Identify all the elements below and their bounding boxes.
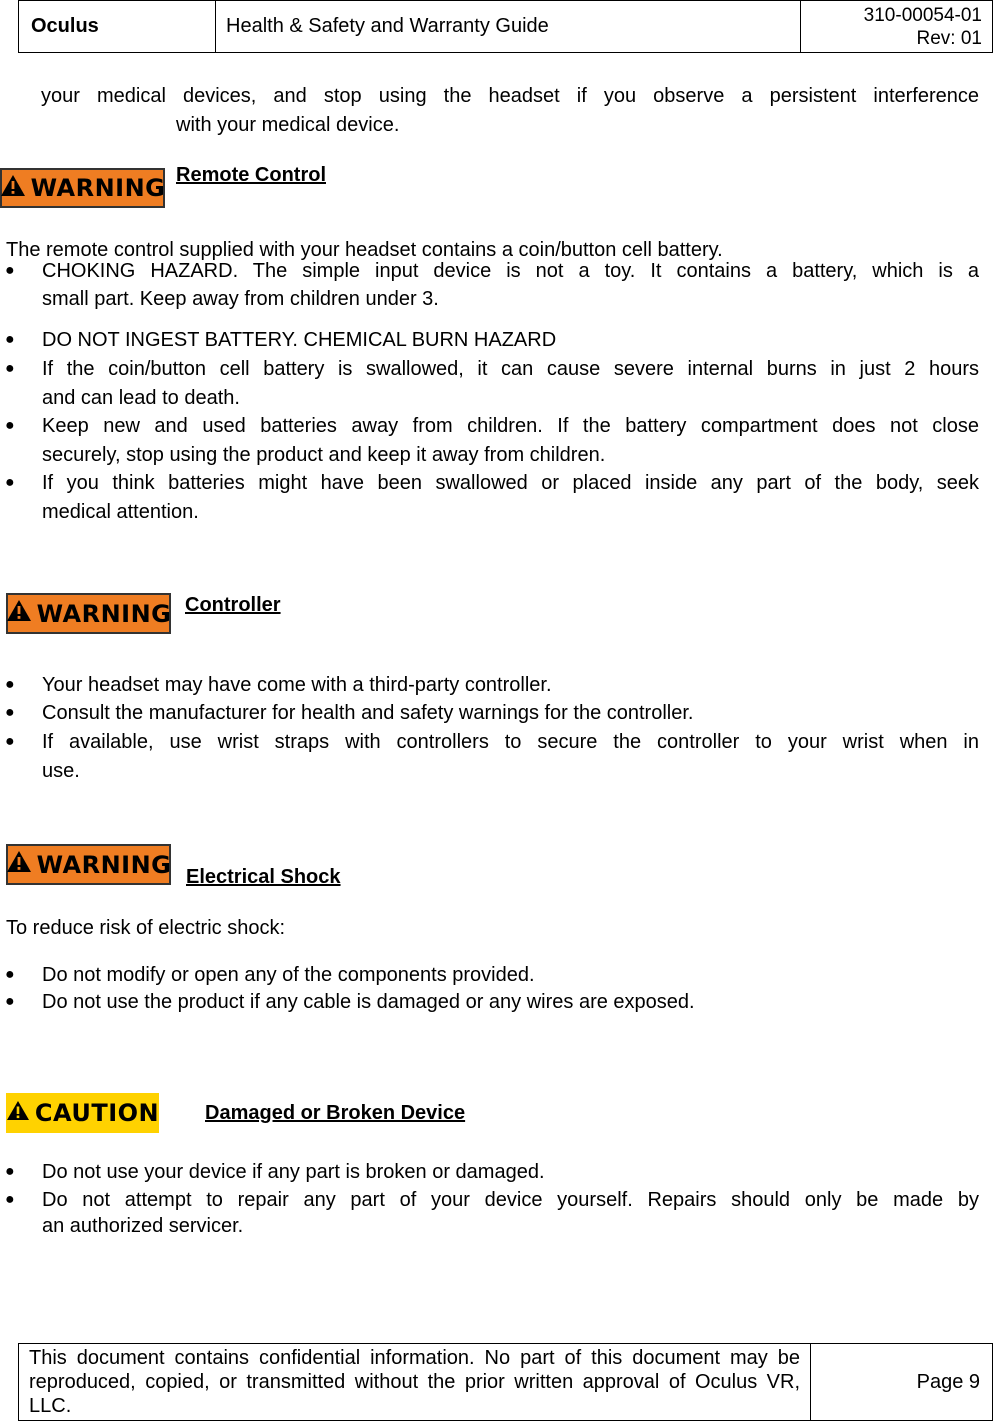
damaged-bullet-1: Do not use your device if any part is broken or damaged.: [42, 1161, 545, 1183]
bullet-icon: ●: [5, 417, 15, 434]
damaged-bullet-2-line-2: an authorized servicer.: [42, 1215, 244, 1237]
bullet-icon: ●: [5, 360, 15, 377]
bullet-icon: ●: [5, 474, 15, 491]
warning-badge: [6, 844, 171, 885]
shock-bullet-1: Do not modify or open any of the components provided.: [42, 964, 535, 986]
remote-bullet-2: DO NOT INGEST BATTERY. CHEMICAL BURN HAZARD: [42, 329, 557, 351]
warning-badge-label: WARNING: [36, 599, 172, 628]
remote-bullet-5-line-2: medical attention.: [42, 501, 199, 523]
bullet-icon: ●: [5, 704, 15, 721]
intro-line-2: with your medical device.: [176, 114, 400, 136]
remote-bullet-5-line-1: If you think batteries might have been swallowed or placed inside any part of the body, seek: [42, 472, 979, 494]
controller-bullet-3-line-2: use.: [42, 760, 80, 782]
shock-lead: To reduce risk of electric shock:: [6, 917, 285, 939]
bullet-icon: ●: [5, 262, 15, 279]
bullet-icon: ●: [5, 1191, 15, 1208]
document-title: Health & Safety and Warranty Guide: [216, 1, 801, 52]
caution-badge: [6, 1093, 159, 1133]
document-id: [801, 1, 992, 52]
remote-control-heading: Remote Control: [176, 164, 326, 186]
remote-bullet-3-line-1: If the coin/button cell battery is swallowed, it can cause severe internal burns in just 2 hours: [42, 358, 979, 380]
bullet-icon: ●: [5, 676, 15, 693]
company-name: Oculus: [19, 1, 216, 52]
controller-heading: Controller: [185, 594, 281, 616]
bullet-icon: ●: [5, 1163, 15, 1180]
remote-bullet-4-line-2: securely, stop using the product and keep it away from children.: [42, 444, 606, 466]
warning-triangle-icon: [6, 599, 32, 628]
remote-bullet-1-line-1: CHOKING HAZARD. The simple input device is not a toy. It contains a battery, which is a: [42, 260, 979, 282]
warning-badge: [6, 593, 171, 634]
page-number: Page 9: [916, 1370, 980, 1393]
remote-bullet-3-line-2: and can lead to death.: [42, 387, 240, 409]
document-footer: [18, 1343, 993, 1421]
caution-badge-label: CAUTION: [34, 1099, 160, 1127]
controller-bullet-1: Your headset may have come with a third-party controller.: [42, 674, 552, 696]
warning-triangle-icon: [0, 174, 26, 203]
warning-badge: [0, 168, 165, 208]
remote-bullet-1-line-2: small part. Keep away from children under 3.: [42, 288, 439, 310]
bullet-icon: ●: [5, 733, 15, 750]
electrical-shock-heading: Electrical Shock: [186, 866, 341, 888]
intro-line-1: your medical devices, and stop using the headset if you observe a persistent interference: [41, 85, 979, 107]
remote-bullet-4-line-1: Keep new and used batteries away from children. If the battery compartment does not close: [42, 415, 979, 437]
document-header: [18, 0, 993, 53]
document-number: 310-00054-01: [863, 4, 982, 26]
controller-bullet-3-line-1: If available, use wrist straps with controllers to secure the controller to your wrist when in: [42, 731, 979, 753]
bullet-icon: ●: [5, 993, 15, 1010]
confidentiality-notice: This document contains confidential information. No part of this document may be reproduced, copied, or transmitted without the prior written approval of Oculus VR, LLC.: [19, 1344, 811, 1420]
warning-badge-label: WARNING: [36, 850, 172, 879]
remote-lead: The remote control supplied with your headset contains a coin/button cell battery.: [6, 239, 723, 261]
damaged-bullet-2-line-1: Do not attempt to repair any part of your device yourself. Repairs should only be made by: [42, 1189, 979, 1211]
damaged-device-heading: Damaged or Broken Device: [205, 1102, 466, 1124]
warning-triangle-icon: [6, 850, 32, 879]
controller-bullet-2: Consult the manufacturer for health and safety warnings for the controller.: [42, 702, 694, 724]
caution-triangle-icon: [6, 1099, 30, 1127]
bullet-icon: ●: [5, 331, 15, 348]
shock-bullet-2: Do not use the product if any cable is damaged or any wires are exposed.: [42, 991, 695, 1013]
warning-badge-label: WARNING: [30, 174, 166, 202]
document-revision: Rev: 01: [916, 27, 982, 49]
bullet-icon: ●: [5, 966, 15, 983]
